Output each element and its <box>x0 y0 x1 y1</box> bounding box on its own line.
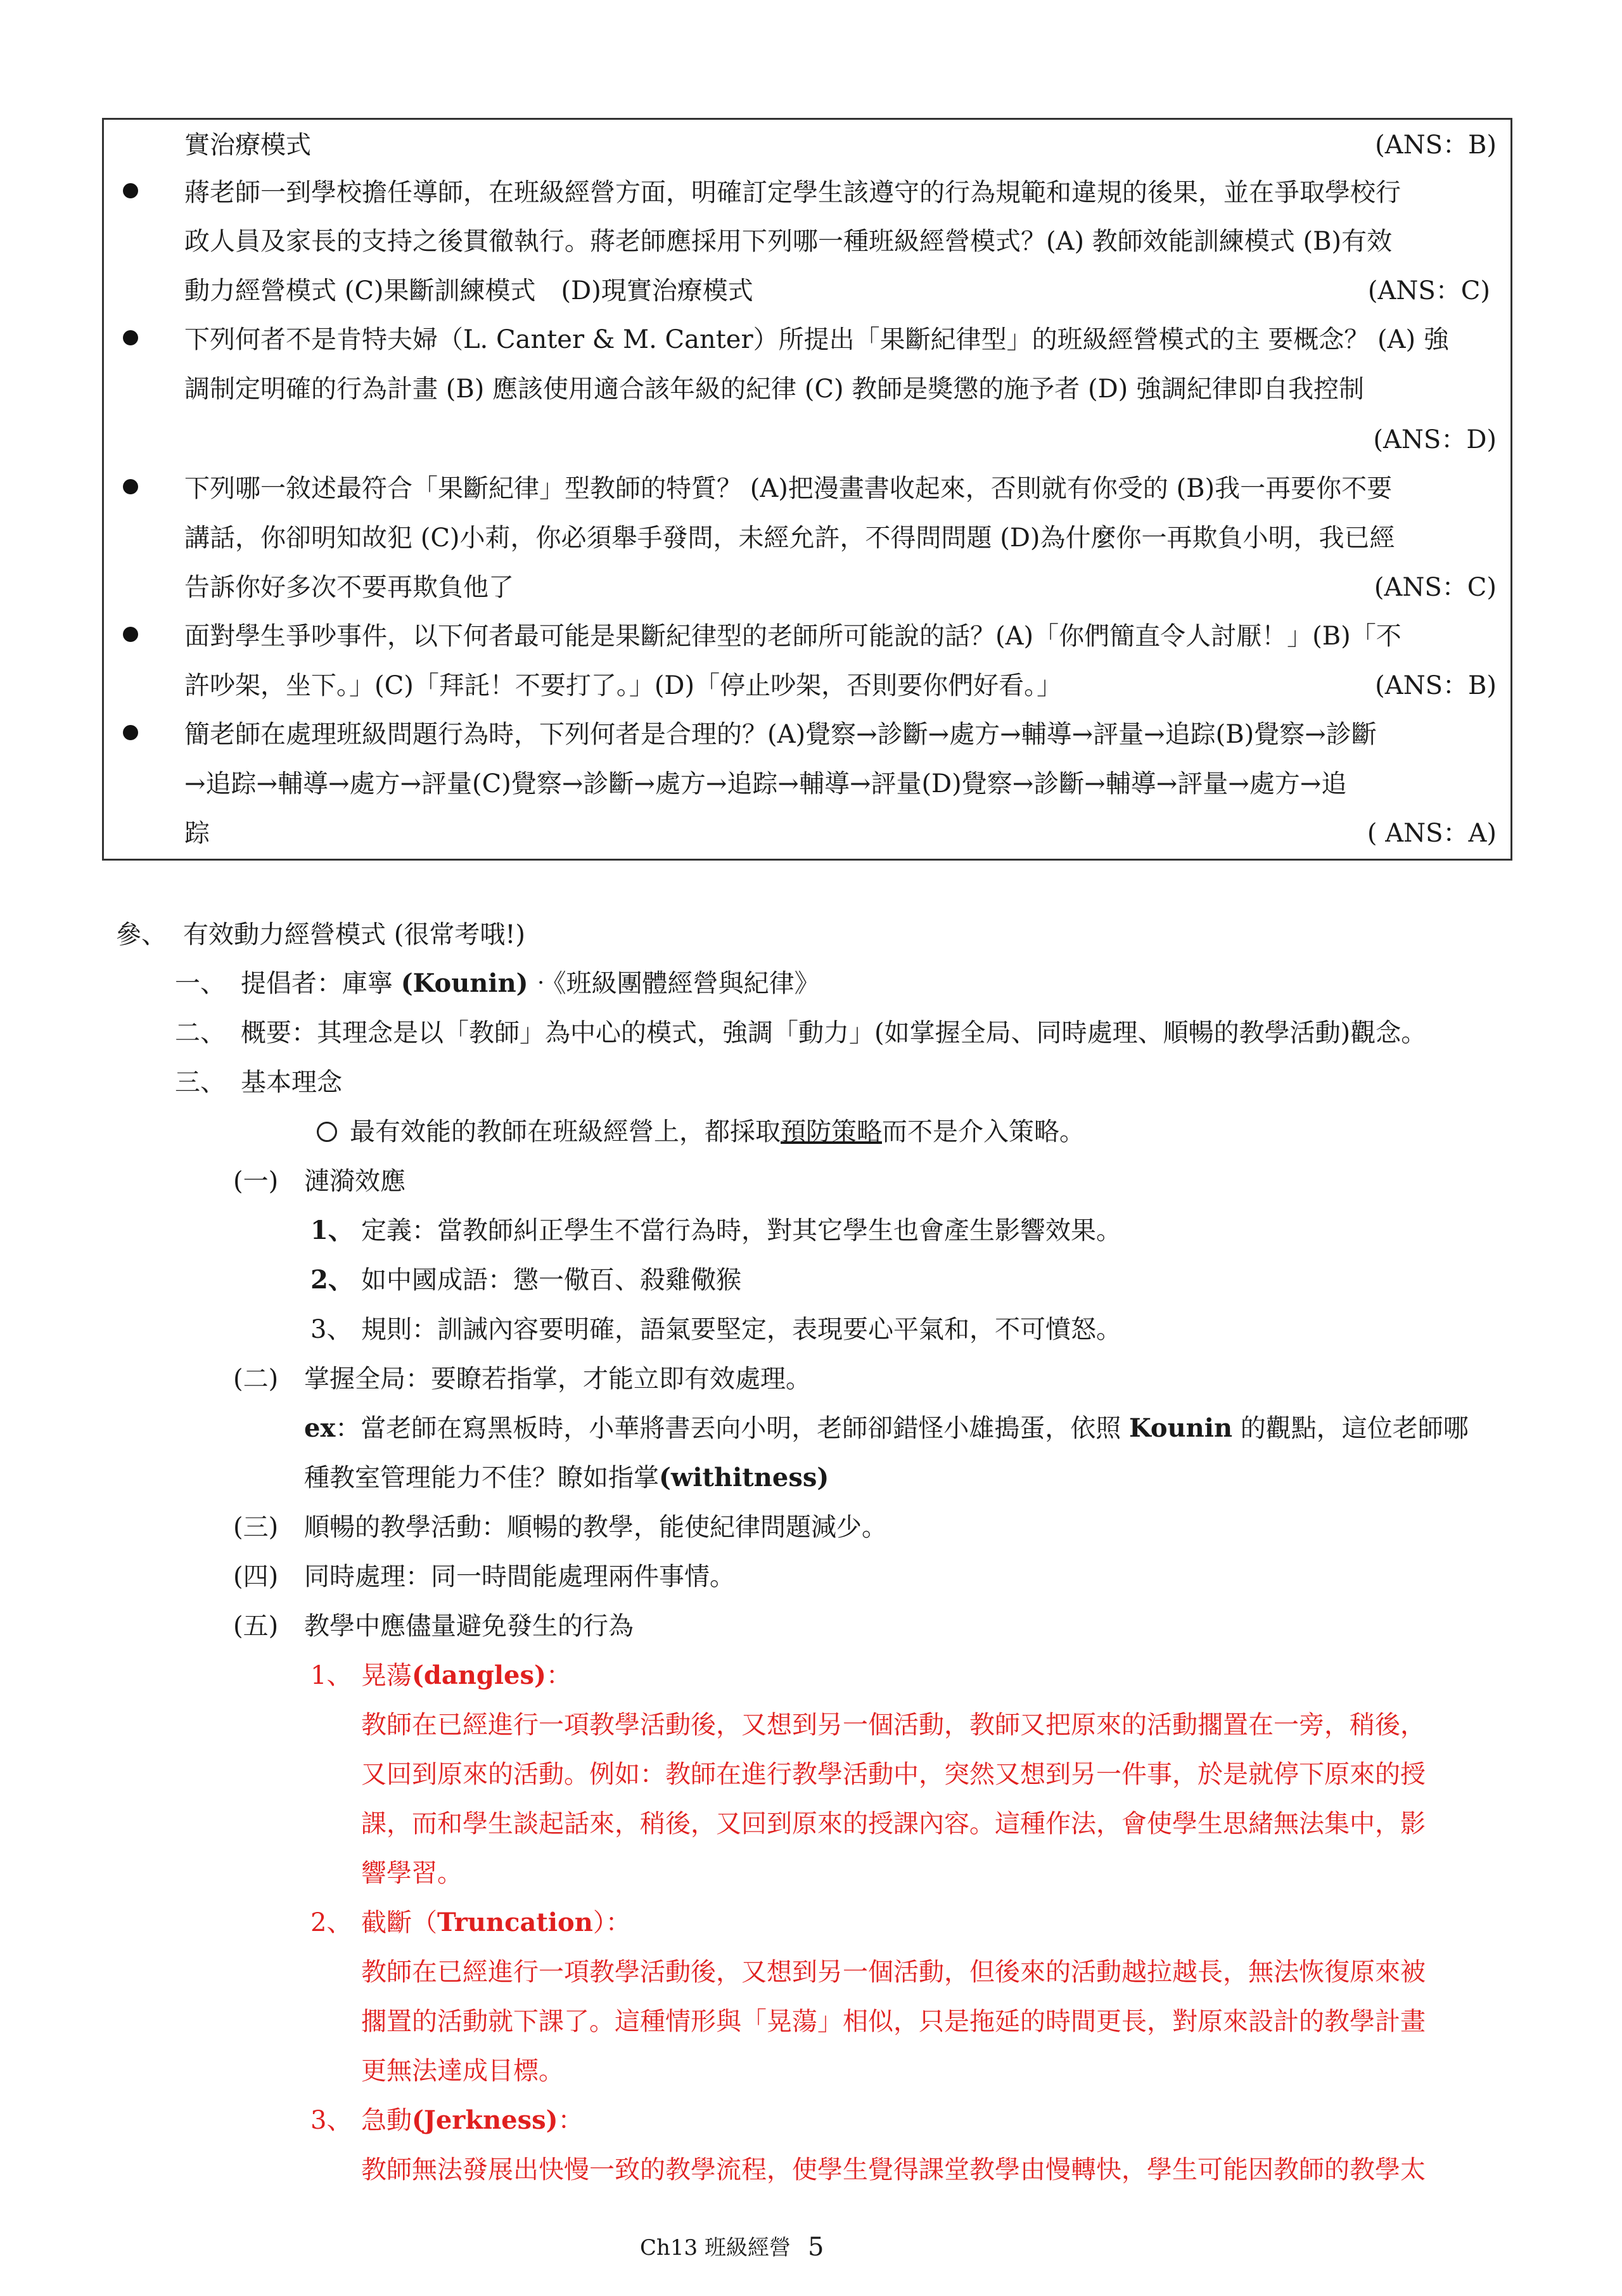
page-number: 5 <box>808 2233 824 2262</box>
point-number: 3、 <box>310 1315 352 1344</box>
body-line: 教師在已經進行一項教學活動後，又想到另一個活動，教師又把原來的活動擱置在一旁，稍後， <box>361 1710 1426 1740</box>
section-number: 參、 <box>116 920 167 949</box>
question-line: 許吵架，坐下。」(C)「拜託！不要打了。」(D)「停止吵架，否則要你們好看。」 <box>184 671 1063 700</box>
answer-label: (ANS：C) <box>1374 573 1497 602</box>
jerkness-heading <box>361 2105 584 2135</box>
question-line: 下列哪一敘述最符合「果斷紀律」型教師的特質？ (A)把漫畫書收起來，否則就有你受的 (B)我一再要你不要 <box>184 474 1393 503</box>
question-line: 動力經營模式 (C)果斷訓練模式 (D)現實治療模式 <box>184 276 753 305</box>
term-colon: ）： <box>592 1908 631 1937</box>
question-line: 面對學生爭吵事件，以下何者最可能是果斷紀律型的老師所可能說的話？(A)「你們簡直令人討厭！」(B)「不 <box>184 622 1402 651</box>
term-text: 急動 <box>361 2106 412 2135</box>
dangles-heading <box>361 1660 572 1690</box>
term-colon: ： <box>558 2106 584 2135</box>
proponent-text: 提倡者：庫寧 <box>241 969 401 998</box>
body-line: 響學習。 <box>361 1859 463 1888</box>
example-line <box>304 1465 829 1491</box>
bullet-icon <box>123 330 138 345</box>
bullet-icon <box>123 627 138 642</box>
bullet-icon <box>123 479 138 494</box>
example-line <box>304 1413 1469 1443</box>
principle-line <box>317 1119 1085 1145</box>
proponent-english: (Kounin) <box>400 968 528 998</box>
point-text: 定義：當教師糾正學生不當行為時，對其它學生也會產生影響效果。 <box>361 1216 1121 1245</box>
overview-text: 概要：其理念是以「教師」為中心的模式，強調「動力」(如掌握全局、同時處理、順暢的教學活動)觀念。 <box>241 1018 1427 1048</box>
proponent-book: ‧《班級團體經營與紀律》 <box>528 969 820 998</box>
example-text: ：當老師在寫黑板時，小華將書丟向小明，老師卻錯怪小雄搗蛋，依照 <box>335 1414 1130 1443</box>
question-line: 蔣老師一到學校擔任導師，在班級經營方面，明確訂定學生該遵守的行為規範和違規的後果，並在爭取學校行 <box>184 178 1401 207</box>
answer-label: (ANS：D) <box>1373 425 1497 454</box>
circle-icon <box>317 1122 337 1142</box>
point-text: 規則：訓誡內容要明確，語氣要堅定，表現要心平氣和，不可憤怒。 <box>361 1315 1121 1344</box>
sub-number: (三) <box>233 1513 279 1542</box>
point-number: 2、 <box>310 1265 354 1295</box>
question-line: 實治療模式 <box>184 131 311 160</box>
principle-underlined: 預防策略 <box>781 1117 882 1146</box>
body-line: 又回到原來的活動。例如：教師在進行教學活動中，突然又想到另一件事，於是就停下原來的授 <box>361 1760 1426 1789</box>
body-line: 課，而和學生談起話來，稍後，又回到原來的授課內容。這種作法，會使學生思緒無法集中，影 <box>361 1809 1426 1838</box>
body-line: 更無法達成目標。 <box>361 2056 564 2086</box>
ripple-effect-heading: 漣漪效應 <box>304 1167 406 1196</box>
sub-number: (四) <box>233 1562 279 1591</box>
proponent-line <box>241 968 820 998</box>
example-text: 種教室管理能力不佳？瞭如指掌 <box>304 1463 659 1492</box>
footer-chapter: Ch13 班級經營 <box>640 2235 791 2261</box>
term-english: (dangles) <box>412 1660 546 1690</box>
withitness-heading: 掌握全局：要瞭若指掌，才能立即有效處理。 <box>304 1364 811 1394</box>
item-number: 三、 <box>175 1068 226 1097</box>
point-number: 3、 <box>310 2106 352 2135</box>
smoothness-heading: 順暢的教學活動：順暢的教學，能使紀律問題減少。 <box>304 1513 887 1542</box>
item-number: 一、 <box>175 969 226 998</box>
term-text: 截斷（ <box>361 1908 437 1937</box>
answer-label: (ANS：C) <box>1367 276 1490 305</box>
point-number: 2、 <box>310 1908 352 1937</box>
principle-text: 最有效能的教師在班級經營上，都採取 <box>350 1117 781 1146</box>
term-text: 晃蕩 <box>361 1661 412 1690</box>
body-line: 教師無法發展出快慢一致的教學流程，使學生覺得課堂教學由慢轉快，學生可能因教師的教學太 <box>361 2155 1426 2184</box>
body-line: 擱置的活動就下課了。這種情形與「晃蕩」相似，只是拖延的時間更長，對原來設計的教學計畫 <box>361 2007 1426 2036</box>
truncation-heading <box>361 1910 631 1935</box>
term-english: (Jerkness) <box>412 2105 558 2135</box>
sub-number: (二) <box>233 1364 279 1394</box>
section-heading: 有效動力經營模式 (很常考哦!) <box>183 920 525 949</box>
sub-number: (一) <box>233 1167 279 1196</box>
bullet-icon <box>123 183 138 198</box>
example-label: ex <box>304 1413 336 1443</box>
point-number: 1、 <box>310 1661 352 1690</box>
term-english: Truncation <box>437 1908 593 1937</box>
example-kounin: Kounin <box>1129 1413 1233 1443</box>
term-colon: ： <box>546 1661 572 1690</box>
principle-text: 而不是介入策略。 <box>882 1117 1085 1146</box>
question-box <box>102 118 1512 861</box>
question-line: 下列何者不是肯特夫婦（L. Canter & M. Canter）所提出「果斷紀律型」的班級經營模式的主 要概念？ (A) 強 <box>184 325 1449 354</box>
answer-label: (ANS：B) <box>1375 671 1497 700</box>
basic-concept-heading: 基本理念 <box>241 1068 342 1097</box>
point-number: 1、 <box>310 1215 354 1245</box>
avoid-behaviors-heading: 教學中應儘量避免發生的行為 <box>304 1612 634 1641</box>
question-line: 調制定明確的行為計畫 (B) 應該使用適合該年級的紀律 (C) 教師是獎懲的施予者 (D) 強調紀律即自我控制 <box>184 375 1364 404</box>
overlapping-heading: 同時處理：同一時間能處理兩件事情。 <box>304 1562 735 1591</box>
question-line: →追踪→輔導→處方→評量(C)覺察→診斷→處方→追踪→輔導→評量(D)覺察→診斷→輔導→評量→處方→追 <box>184 769 1347 798</box>
question-line: 政人員及家長的支持之後貫徹執行。蔣老師應採用下列哪一種班級經營模式？(A) 教師效能訓練模式 (B)有效 <box>184 227 1393 256</box>
example-text: 的觀點，這位老師哪 <box>1232 1414 1469 1443</box>
item-number: 二、 <box>175 1018 226 1048</box>
question-line: 簡老師在處理班級問題行為時，下列何者是合理的？(A)覺察→診斷→處方→輔導→評量→追踪(B)覺察→診斷 <box>184 720 1377 749</box>
question-line: 告訴你好多次不要再欺負他了 <box>184 573 514 602</box>
sub-number: (五) <box>233 1612 279 1641</box>
bullet-icon <box>123 725 138 740</box>
question-line: 講話，你卻明知故犯 (C)小莉，你必須舉手發問，未經允許，不得問問題 (D)為什麼你一再欺負小明，我已經 <box>184 523 1395 553</box>
answer-label: (ANS：B) <box>1375 131 1497 160</box>
example-english: (withitness) <box>659 1463 829 1492</box>
question-line: 踪 <box>184 819 210 848</box>
body-line: 教師在已經進行一項教學活動後，又想到另一個活動，但後來的活動越拉越長，無法恢復原來被 <box>361 1958 1426 1987</box>
point-text: 如中國成語：懲一儆百、殺雞儆猴 <box>361 1266 741 1295</box>
answer-label: ( ANS：A) <box>1367 819 1497 848</box>
